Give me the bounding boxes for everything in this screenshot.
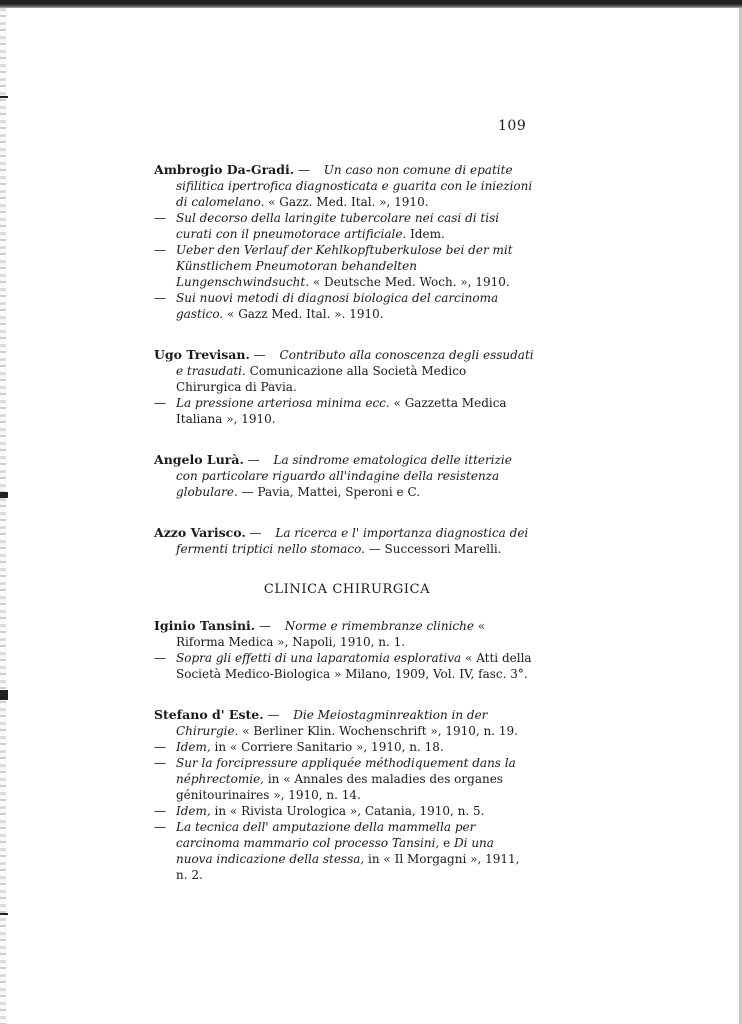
- first-work: Angelo Lurà. — La sindrome ematologica delle itterizie con particolare riguardo all'indagine della resistenza globulare. — Pavia, Mattei, Speroni e C.: [154, 452, 512, 499]
- work-source: « Atti della Società Medico-Biologica » Milano, 1909, Vol. IV, fasc. 3°.: [176, 651, 532, 681]
- work-item: — Sur la forcipressure appliquée méthodiquement dans la néphrectomie, in « Annales des maladies des organes génitourinaires », 1910, n. 14.: [154, 756, 516, 802]
- work-source: in « Annales des maladies des organes génitourinaires », 1910, n. 14.: [176, 772, 503, 802]
- work-title: Un caso non comune di epatite sifilitica ipertrofica diagnosticata e guarita con le iniezioni di calomelano.: [176, 163, 533, 209]
- author-name: Stefano d' Este.: [154, 707, 264, 722]
- first-work: Iginio Tansini. — Norme e rimembranze cliniche « Riforma Medica », Napoli, 1910, n. 1.: [154, 618, 486, 649]
- author-name: Angelo Lurà.: [154, 452, 244, 467]
- work-source: — Pavia, Mattei, Speroni e C.: [241, 485, 421, 499]
- bibliography-entry: [154, 707, 534, 883]
- work-item: — Sui nuovi metodi di diagnosi biologica del carcinoma gastico. « Gazz Med. Ital. ». 1910.: [154, 291, 499, 321]
- author-name: Azzo Varisco.: [154, 525, 246, 540]
- bibliography-entry: [154, 525, 534, 557]
- bibliography-entry: [154, 162, 534, 322]
- first-work: Ambrogio Da-Gradi. — Un caso non comune di epatite sifilitica ipertrofica diagnosticata e guarita con le iniezioni di calomelano. « Gazz. Med. Ital. », 1910.: [154, 162, 533, 209]
- bibliography-entry: [154, 618, 534, 682]
- work-source: « Riforma Medica », Napoli, 1910, n. 1.: [176, 619, 486, 649]
- work-title: La tecnica dell' amputazione della mammella per carcinoma mammario col processo Tansini,: [176, 820, 476, 850]
- work-title: La ricerca e l' importanza diagnostica dei fermenti triptici nello stomaco.: [176, 526, 529, 556]
- binding-mark: [0, 690, 8, 700]
- binding-mark: [0, 492, 8, 498]
- work-source: « Gazz Med. Ital. ». 1910.: [227, 307, 384, 321]
- work-item: — Sul decorso della laringite tubercolare nei casi di tisi curati con il pneumotorace artificiale. Idem.: [154, 211, 500, 241]
- section-title: CLINICA CHIRURGICA: [263, 582, 431, 597]
- work-source: Idem.: [410, 227, 445, 241]
- first-work: Stefano d' Este. — Die Meiostagminreaktion in der Chirurgie. « Berliner Klin. Wochenschrift », 1910, n. 19.: [154, 707, 518, 738]
- work-title: Norme e rimembranze cliniche: [284, 619, 474, 633]
- work-title: Die Meiostagminreaktion in der Chirurgie.: [176, 708, 488, 738]
- scan-left-edge: [0, 8, 6, 1024]
- work-source: « Gazz. Med. Ital. », 1910.: [268, 195, 429, 209]
- work-item: — Idem, in « Corriere Sanitario », 1910, n. 18.: [154, 740, 444, 754]
- work-title: La sindrome ematologica delle itterizie con particolare riguardo all'indagine della resistenza globulare.: [176, 453, 512, 499]
- work-title: Ueber den Verlauf der Kehlkopftuberkulose bei der mit Künstlichem Pneumotoran behandelten Lungenschwindsucht.: [176, 243, 513, 289]
- work-item: — La pressione arteriosa minima ecc. « Gazzetta Medica Italiana », 1910.: [154, 396, 507, 426]
- binding-mark: [0, 96, 8, 98]
- bibliography: [154, 162, 534, 908]
- work-title: Sopra gli effetti di una laparatomia esplorativa: [176, 651, 462, 665]
- work-item: — Idem, in « Rivista Urologica », Catania, 1910, n. 5.: [154, 804, 485, 818]
- binding-mark: [0, 913, 8, 915]
- work-source: « Deutsche Med. Woch. », 1910.: [312, 275, 510, 289]
- first-work: Azzo Varisco. — La ricerca e l' importanza diagnostica dei fermenti triptici nello stomaco. — Successori Marelli.: [154, 525, 529, 556]
- bibliography-entry: [154, 452, 534, 500]
- work-item: — Sopra gli effetti di una laparatomia esplorativa « Atti della Società Medico-Biologica » Milano, 1909, Vol. IV, fasc. 3°.: [154, 651, 532, 681]
- work-title: Idem,: [176, 804, 211, 818]
- work-source: « Gazzetta Medica Italiana », 1910.: [176, 396, 507, 426]
- work-source: « Berliner Klin. Wochenschrift », 1910, n. 19.: [242, 724, 518, 738]
- author-name: Ugo Trevisan.: [154, 347, 250, 362]
- first-work: Ugo Trevisan. — Contributo alla conoscenza degli essudati e trasudati. Comunicazione alla Società Medico Chirurgica di Pavia.: [154, 347, 534, 394]
- work-connector: e: [443, 836, 451, 850]
- work-title: Contributo alla conoscenza degli essudati e trasudati.: [176, 348, 534, 378]
- bibliography-entry: [154, 347, 534, 427]
- work-title: Idem,: [176, 740, 211, 754]
- page-number: 109: [498, 118, 527, 134]
- work-source: in « Corriere Sanitario », 1910, n. 18.: [214, 740, 444, 754]
- work-title: Sui nuovi metodi di diagnosi biologica del carcinoma gastico.: [176, 291, 499, 321]
- scan-top-border: [0, 0, 742, 8]
- work-source: — Successori Marelli.: [368, 542, 502, 556]
- author-name: Ambrogio Da-Gradi.: [154, 162, 295, 177]
- work-source: in « Il Morgagni », 1911, n. 2.: [176, 852, 520, 882]
- work-source: in « Rivista Urologica », Catania, 1910, n. 5.: [214, 804, 485, 818]
- work-title: Sul decorso della laringite tubercolare nei casi di tisi curati con il pneumotorace artificiale.: [176, 211, 500, 241]
- work-item: — Ueber den Verlauf der Kehlkopftuberkulose bei der mit Künstlichem Pneumotoran behandelten Lungenschwindsucht. « Deutsche Med. Woch. », 1910.: [154, 243, 513, 289]
- work-item: — La tecnica dell' amputazione della mammella per carcinoma mammario col processo Tansini, e Di una nuova indicazione della stessa, in « Il Morgagni », 1911, n. 2.: [154, 820, 520, 882]
- work-title: La pressione arteriosa minima ecc.: [176, 396, 390, 410]
- work-title: Di una nuova indicazione della stessa,: [176, 836, 494, 866]
- work-source: Comunicazione alla Società Medico Chirurgica di Pavia.: [176, 364, 467, 394]
- author-name: Iginio Tansini.: [154, 618, 256, 633]
- work-title: Sur la forcipressure appliquée méthodiquement dans la néphrectomie,: [176, 756, 516, 786]
